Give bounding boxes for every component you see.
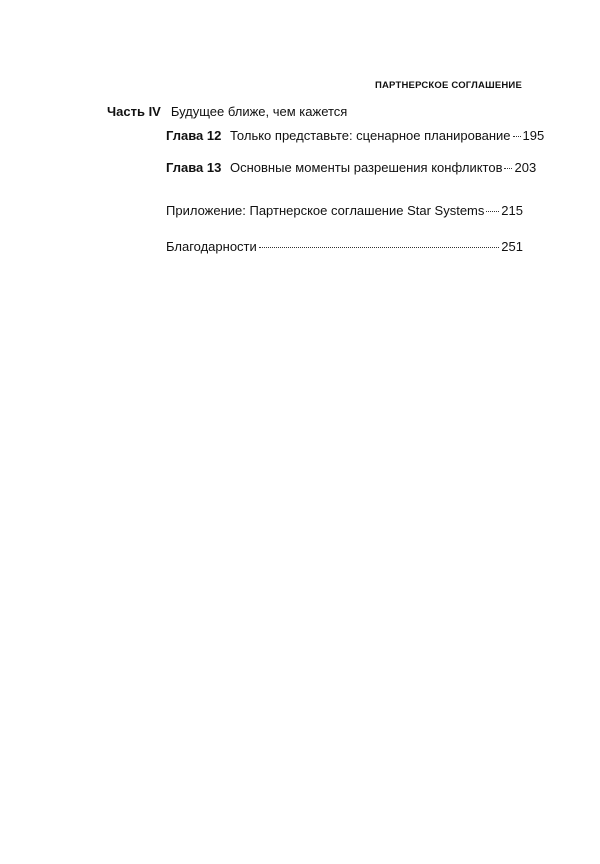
appendix-title: Приложение: Партнерское соглашение Star Systems: [166, 203, 485, 218]
toc-part-entry: [107, 104, 347, 119]
dot-leader: [513, 136, 521, 137]
chapter-title: Только представьте: сценарное планирование: [230, 128, 511, 143]
running-head: ПАРТНЕРСКОЕ СОГЛАШЕНИЕ: [374, 80, 522, 91]
page-number: 215: [501, 203, 523, 218]
page-number: 251: [501, 239, 523, 254]
part-number: Часть IV: [107, 104, 161, 119]
dot-leader: [486, 211, 499, 212]
toc-chapter-entry: [166, 128, 545, 143]
toc-appendix-entry: [166, 203, 523, 218]
page-number: 203: [514, 160, 537, 175]
acknowledgements-title: Благодарности: [166, 239, 257, 254]
chapter-number: Глава 12: [166, 128, 222, 143]
dot-leader: [504, 168, 512, 169]
chapter-number: Глава 13: [166, 160, 222, 175]
toc-chapter-entry: [166, 160, 537, 175]
toc-acknowledgements-entry: [166, 239, 523, 254]
part-title: Будущее ближе, чем кажется: [170, 104, 348, 119]
chapter-title: Основные моменты разрешения конфликтов: [230, 160, 503, 175]
page-number: 195: [522, 128, 545, 143]
dot-leader: [259, 247, 500, 248]
